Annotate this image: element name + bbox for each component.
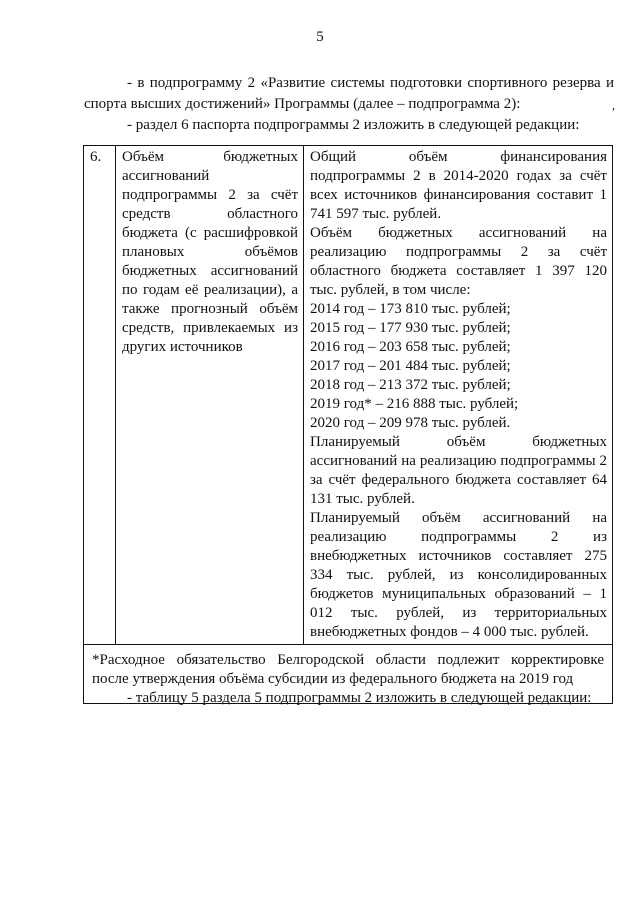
year-2018-line: 2018 год – 213 372 тыс. рублей; (310, 377, 511, 393)
year-2017-line: 2017 год – 201 484 тыс. рублей; (310, 358, 511, 374)
regional-budget-text: Объём бюджетных ассигнований на реализацию подпрограммы 2 за счёт областного бюджета составляет 1 397 120 тыс. рублей, в том числе: (310, 225, 607, 298)
year-2020-line: 2020 год – 209 978 тыс. рублей. (310, 415, 511, 431)
row-name-cell: Объём бюджетных ассигнований подпрограммы 2 за счёт средств областного бюджета (с расшифровкой плановых объёмов бюджетных ассигнований по годам её реализации), а также прогнозный объём средств, привлекаемых из других источников (116, 146, 304, 645)
row-number-cell: 6. (84, 146, 116, 645)
table-row (84, 146, 613, 645)
row-value-cell (304, 146, 613, 645)
year-2019-line: 2019 год* – 216 888 тыс. рублей; (310, 396, 519, 412)
margin-mark: , (612, 98, 615, 112)
passport-table (83, 145, 613, 704)
total-funding-text: Общий объём финансирования подпрограммы 2 в 2014-2020 годах за счёт всех источников финансирования составит 1 741 597 тыс. рублей. (310, 149, 607, 222)
intro-text (84, 73, 614, 136)
intro-line-subprogram: - в подпрограмму 2 «Развитие системы подготовки спортивного резерва и спорта высших достижений» Программы (далее – подпрограмма 2): (84, 75, 614, 112)
page-number: 5 (316, 29, 324, 45)
federal-budget-text: Планируемый объём бюджетных ассигнований на реализацию подпрограммы 2 за счёт федерального бюджета составляет 64 131 тыс. рублей. (310, 434, 607, 507)
year-2016-line: 2016 год – 203 658 тыс. рублей; (310, 339, 511, 355)
year-2014-line: 2014 год – 173 810 тыс. рублей; (310, 301, 511, 317)
extrabudget-text: Планируемый объём ассигнований на реализацию подпрограммы 2 из внебюджетных источников составляет 275 334 тыс. рублей, из консолидированных бюджетов муниципальных образований – 1 012 тыс. рублей, из территориальных внебюджетных фондов – 4 000 тыс. рублей. (310, 510, 607, 640)
year-2015-line: 2015 год – 177 930 тыс. рублей; (310, 320, 511, 336)
outro-text: - таблицу 5 раздела 5 подпрограммы 2 изложить в следующей редакции: (127, 690, 592, 706)
intro-line-section: - раздел 6 паспорта подпрограммы 2 изложить в следующей редакции: (127, 117, 580, 133)
footnote-cell: *Расходное обязательство Белгородской области подлежит корректировке после утверждения объёма субсидии из федерального бюджета на 2019 год (84, 645, 613, 704)
